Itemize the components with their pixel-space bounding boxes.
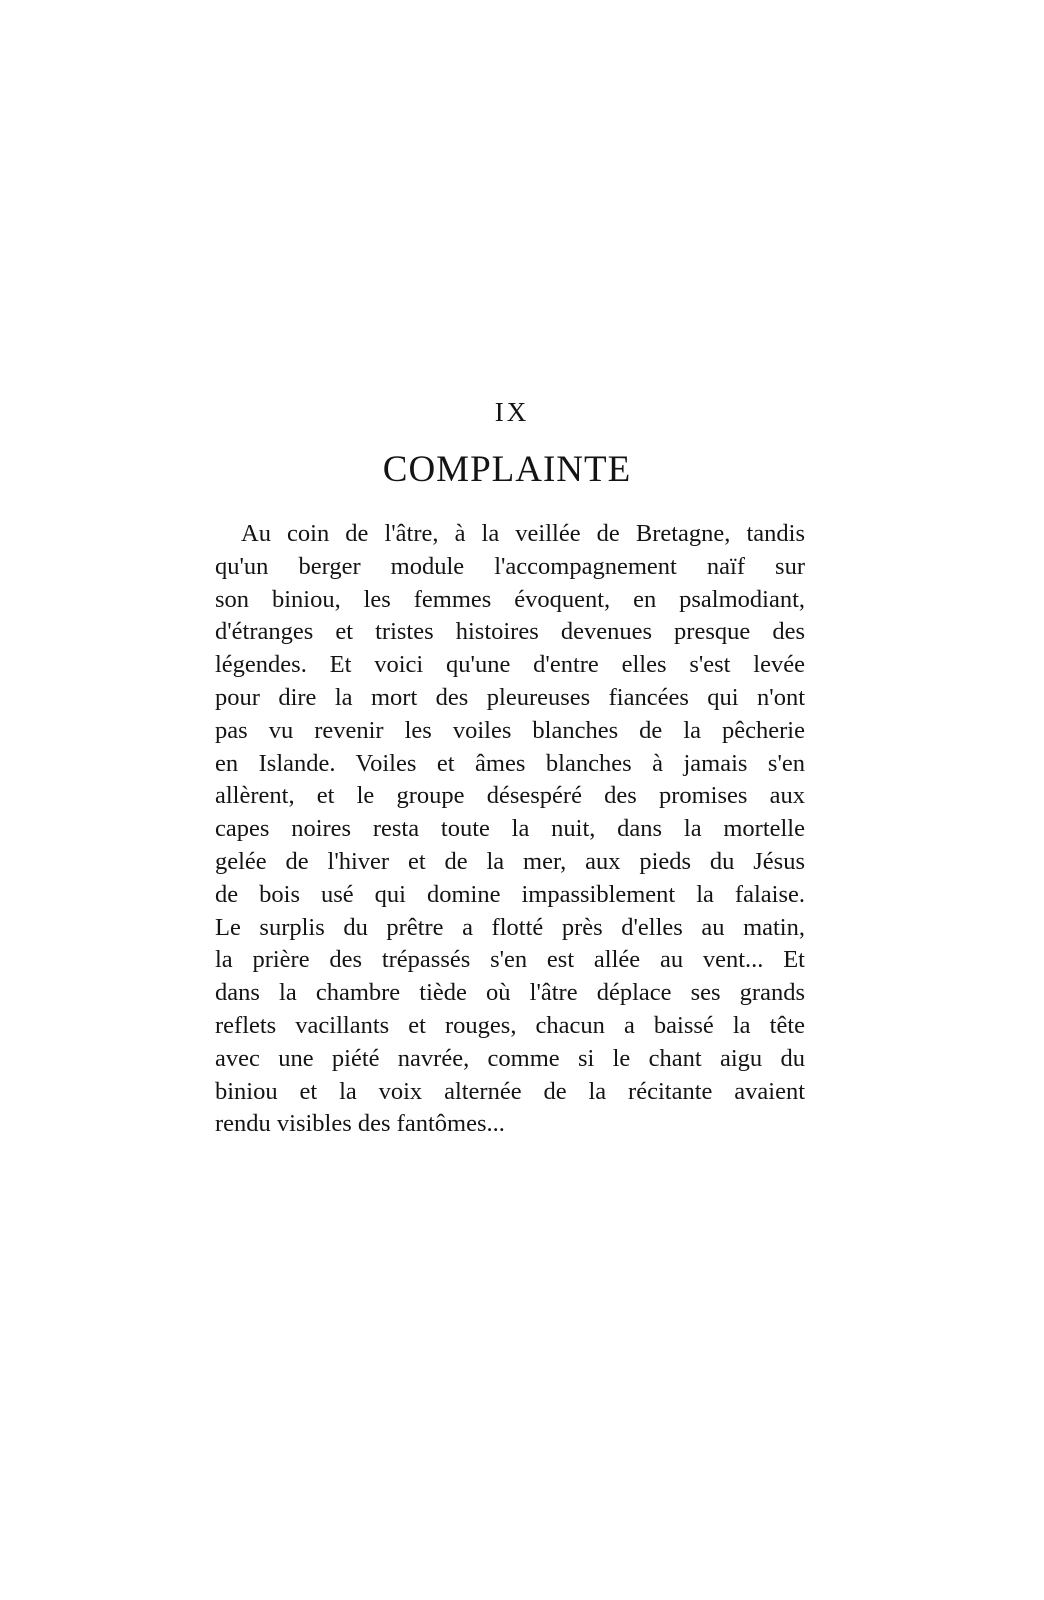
text-line: légendes. Et voici qu'une d'entre elles s'est levée (215, 651, 805, 679)
text-line: avec une piété navrée, comme si le chant aigu du (215, 1044, 805, 1072)
text-line: reflets vacillants et rouges, chacun a baissé la tête (215, 1011, 805, 1039)
text-line: dans la chambre tiède où l'âtre déplace ses grands (215, 979, 805, 1007)
text-line: biniou et la voix alternée de la récitante avaient (215, 1077, 805, 1105)
body-paragraph (215, 518, 805, 1141)
text-line: pas vu revenir les voiles blanches de la pêcherie (215, 716, 805, 744)
text-line: qu'un berger module l'accompagnement naïf sur (215, 552, 805, 580)
text-line: son biniou, les femmes évoquent, en psalmodiant, (215, 585, 805, 613)
text-line: rendu visibles des fantômes... (215, 1110, 505, 1138)
chapter-title: COMPLAINTE (382, 449, 632, 490)
text-line: allèrent, et le groupe désespéré des promises aux (215, 782, 805, 810)
chapter-number: IX (494, 397, 530, 427)
text-line: la prière des trépassés s'en est allée au vent... Et (215, 946, 805, 974)
text-line: d'étranges et tristes histoires devenues presque des (215, 618, 805, 646)
text-line: gelée de l'hiver et de la mer, aux pieds du Jésus (215, 847, 805, 875)
text-line: de bois usé qui domine impassiblement la falaise. (215, 880, 805, 908)
text-line: pour dire la mort des pleureuses fiancées qui n'ont (215, 683, 805, 711)
text-line: en Islande. Voiles et âmes blanches à jamais s'en (215, 749, 805, 777)
text-line: capes noires resta toute la nuit, dans la mortelle (215, 815, 805, 843)
text-line: Le surplis du prêtre a flotté près d'elles au matin, (215, 913, 805, 941)
text-line: Au coin de l'âtre, à la veillée de Bretagne, tandis (241, 520, 805, 547)
